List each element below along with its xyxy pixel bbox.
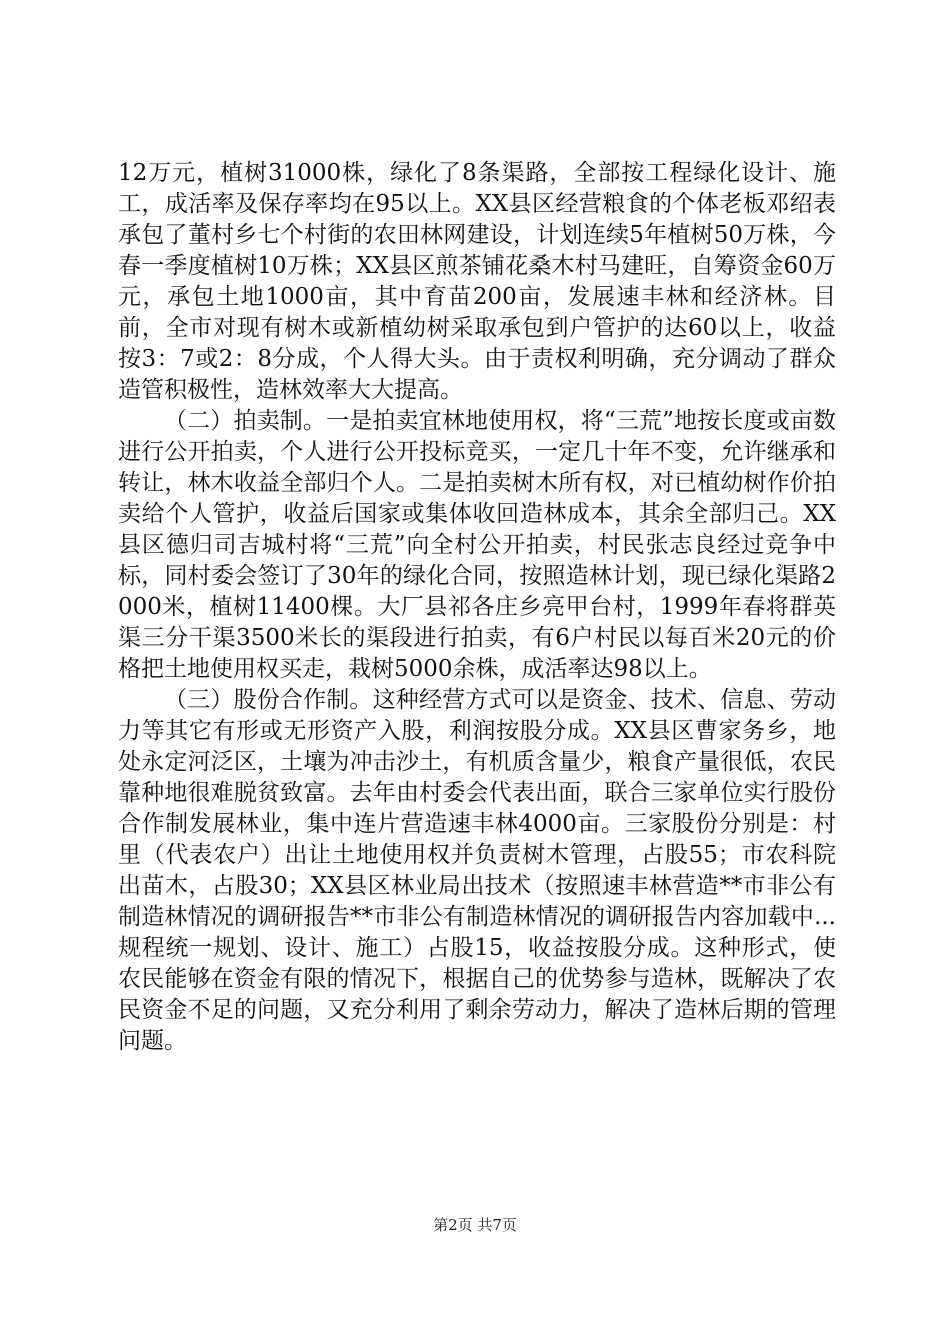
paragraph-1: 12万元，植树31000株，绿化了8条渠路，全部按工程绿化设计、施工，成活率及保存率均在95以上。XX县区经营粮食的个体老板邓绍表承包了董村乡七个村街的农田林网建设，计划连续5年植树50万株，今春一季度植树10万株；XX县区煎茶铺花桑木村马建旺，自筹资金60万元，承包土地1000亩，其中育苗200亩，发展速丰林和经济林。目前，全市对现有树木或新植幼树采取承包到户管护的达60以上，收益按3：7或2：8分成，个人得大头。由于责权利明确，充分调动了群众造管积极性，造林效率大大提高。 bbox=[118, 160, 836, 403]
page-number-footer: 第2页 共7页 bbox=[433, 1216, 517, 1234]
paragraph-2: （二）拍卖制。一是拍卖宜林地使用权，将“三荒”地按长度或亩数进行公开拍卖，个人进行公开投标竞买，一定几十年不变，允许继承和转让，林木收益全部归个人。二是拍卖树木所有权，对已植幼树作价拍卖给个人管护，收益后国家或集体收回造林成本，其余全部归己。XX县区德归司吉城村将“三荒”向全村公开拍卖，村民张志良经过竞争中标，同村委会签订了30年的绿化合同，按照造林计划，现已绿化渠路2000米，植树11400棵。大厂县祁各庄乡亮甲台村，1999年春将群英渠三分干渠3500米长的渠段进行拍卖，有6户村民以每百米20元的价格把土地使用权买走，栽树5000余株，成活率达98以上。 bbox=[118, 408, 836, 682]
document-body bbox=[118, 158, 836, 1057]
paragraph-3: （三）股份合作制。这种经营方式可以是资金、技术、信息、劳动力等其它有形或无形资产入股，利润按股分成。XX县区曹家务乡，地处永定河泛区，土壤为冲击沙土，有机质含量少，粮食产量很低，农民靠种地很难脱贫致富。去年由村委会代表出面，联合三家单位实行股份合作制发展林业，集中连片营造速丰林4000亩。三家股份分别是：村里（代表农户）出让土地使用权并负责树木管理，占股55；市农科院出苗木，占股30；XX县区林业局出技术（按照速丰林营造**市非公有制造林情况的调研报告**市非公有制造林情况的调研报告内容加载中...规程统一规划、设计、施工）占股15，收益按股分成。这种形式，使农民能够在资金有限的情况下，根据自己的优势参与造林，既解决了农民资金不足的问题，又充分利用了剩余劳动力，解决了造林后期的管理问题。 bbox=[118, 687, 836, 1054]
